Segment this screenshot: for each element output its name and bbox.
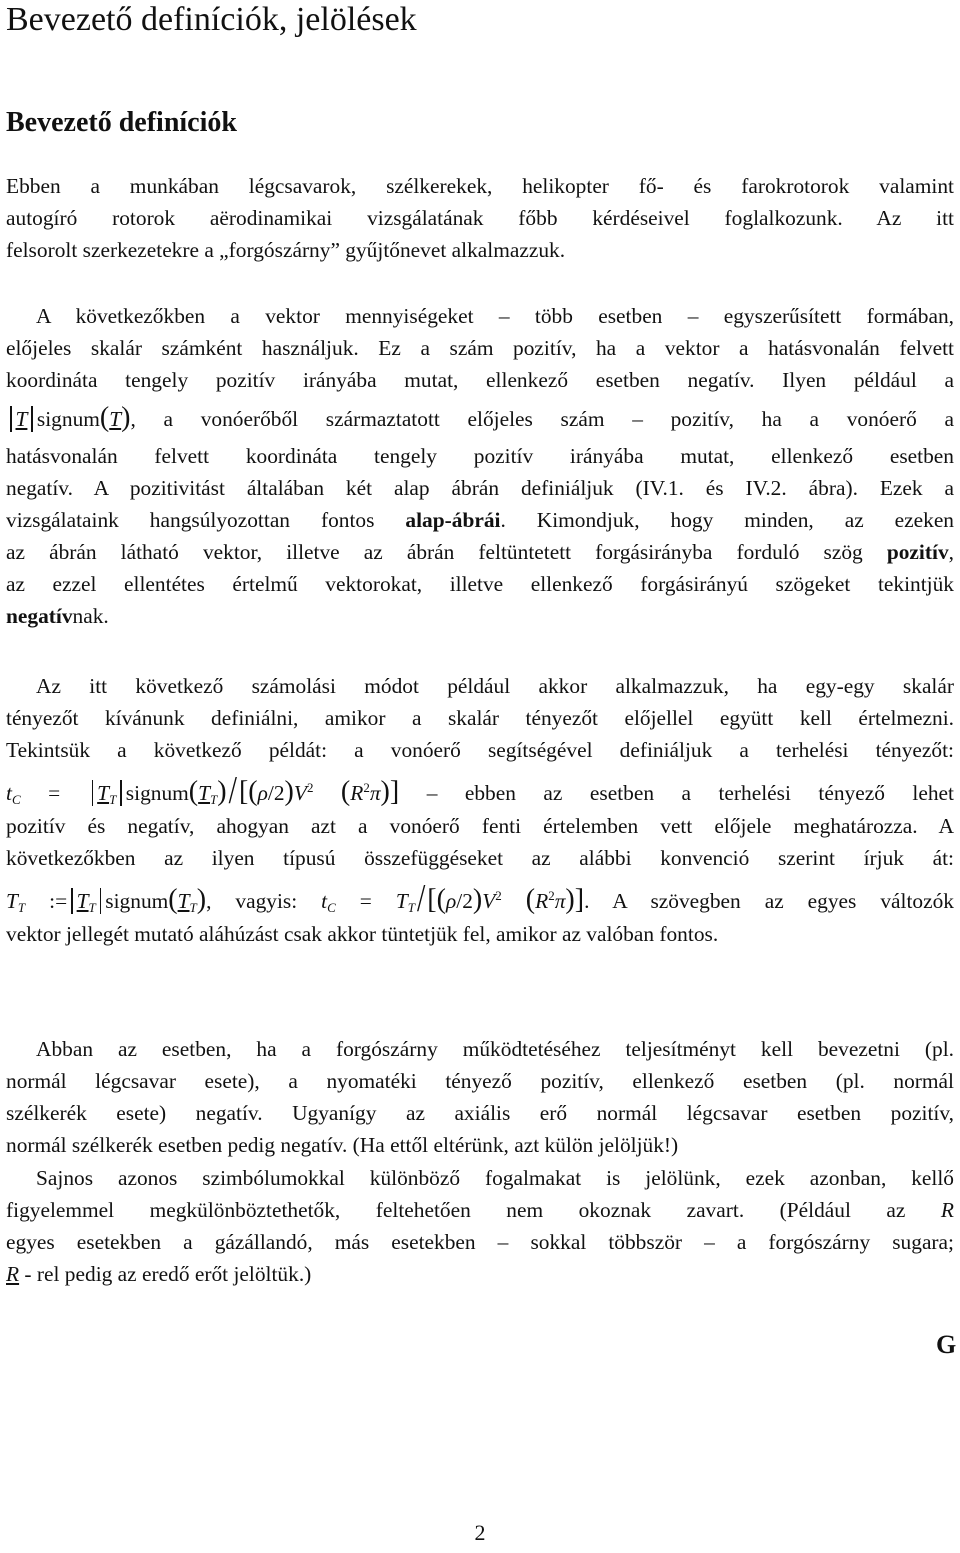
text-line: negatív. A pozitivitást általában két alap ábrán definiáljuk (IV.1. és IV.2. ábra). Ezek a [6, 476, 954, 500]
text-line: tényezőt kívánunk definiálni, amikor a skalár tényezőt előjellel együtt kell értelmezni. [6, 706, 954, 730]
paragraph-power [6, 1033, 954, 1161]
text-line: következőkben az ilyen típusú összefüggéseket az alábbi konvenció szerint írjuk át: [6, 846, 954, 870]
text-line: Az itt következő számolási módot például akkor alkalmazzuk, ha egy-egy skalár [36, 674, 954, 698]
text-line: az ábrán látható vektor, illetve az ábrán feltüntetett forgásirányba forduló szög pozitív, [6, 540, 954, 564]
text-line: Tekintsük a következő példát: a vonóerő segítségével definiáljuk a terhelési tényezőt: [6, 738, 954, 762]
text-line: autogíró rotorok aërodinamikai vizsgálatának főbb kérdéseivel foglalkozunk. Az itt [6, 206, 954, 230]
text-line: Ebben a munkában légcsavarok, szélkerekek, helikopter fő- és farokrotorok valamint [6, 174, 954, 198]
paragraph-vector-convention [6, 300, 954, 632]
text-line: hatásvonalán felvett koordináta tengely pozitív irányába mutat, ellenkező esetben [6, 444, 954, 468]
text-line: szélkerék esete) negatív. Ugyanígy az axiális erő normál légcsavar esetben pozitív, [6, 1101, 954, 1125]
end-mark: G [936, 1330, 957, 1359]
text-line: Abban az esetben, ha a forgószárny működtetéséhez teljesítményt kell bevezetni (pl. [36, 1037, 954, 1061]
page-title: Bevezető definíciók, jelölések [6, 1, 417, 38]
text-line: előjeles skalár számként használjuk. Ez a szám pozitív, ha a vektor a hatásvonalán felvett [6, 336, 954, 360]
paragraph-intro [6, 170, 954, 266]
text-line: felsorolt szerkezetekre a „forgószárny” gyűjtőnevet alkalmazzuk. [6, 238, 566, 262]
formula-convention: $T_T$ := $T_T$ $signum(T_T)$ [6, 884, 207, 915]
text-line: vektor jellegét mutató aláhúzást csak akkor tüntetjük fel, amikor az valóban fontos. [6, 922, 719, 946]
text-line: pozitív és negatív, ahogyan azt a vonóerő fenti értelemben vett előjele meghatározza. A [6, 814, 954, 838]
formula-line: $t_C = T_T$ $signum(T_T)/[(\rho/2)V^2$ $(R^2\pi)$] – ebben az esetben a terhelési tényező lehet [6, 768, 954, 812]
section-title: Bevezető definíciók [6, 107, 237, 138]
text-line: koordináta tengely pozitív irányába mutat, ellenkező esetben negatív. Ilyen például a [6, 368, 954, 392]
formula-line: $T_T$ := $T_T$ $signum(T_T)$, vagyis: $t_C = T_T/[(\rho/2)V^2$ $(R^2\pi)$]. A szövegben az egyes változók [6, 876, 954, 920]
text-line: negatívnak. [6, 604, 109, 628]
text-line: egyes esetekben a gázállandó, más esetekben – sokkal többször – a forgószárny sugara; [6, 1230, 954, 1254]
formula-tc: $t_C = T_T/[(\rho/2)V^2$ $(R^2\pi)$] [321, 876, 585, 920]
page-number: 2 [474, 1520, 486, 1545]
formula-load-factor: $t_C = T_T$ $signum(T_T)/[(\rho/2)V^2$ $(R^2\pi)$] [6, 768, 400, 812]
formula-line: T signum(T), a vonóerőből származtatott előjeles szám – pozitív, ha a vonóerő a [6, 396, 954, 440]
paragraph-symbols [6, 1162, 954, 1290]
text-line: R - rel pedig az eredő erőt jelöltük.) [6, 1262, 312, 1286]
text-line: normál légcsavar esete), a nyomatéki tényező pozitív, ellenkező esetben (pl. normál [6, 1069, 954, 1093]
text-line: A következőkben a vektor mennyiségeket – több esetben – egyszerűsített formában, [36, 304, 954, 328]
text-line: Sajnos azonos szimbólumokkal különböző fogalmakat is jelölünk, ezek azonban, kellő [36, 1166, 954, 1190]
paragraph-load-factor [6, 670, 954, 950]
text-line: normál szélkerék esetben pedig negatív. (Ha ettől eltérünk, azt külön jelöljük!) [6, 1133, 679, 1157]
text-line: vizsgálataink hangsúlyozottan fontos alap-ábrái. Kimondjuk, hogy minden, az ezeken [6, 508, 955, 532]
formula-abs-T-signum: T signum(T) [6, 407, 130, 431]
text-line: figyelemmel megkülönböztethetők, feltehetően nem okoznak zavart. (Például az R [6, 1198, 954, 1222]
text-line: az ezzel ellentétes értelmű vektorokat, illetve ellenkező forgásirányú szögeket tekintjük [6, 572, 954, 596]
